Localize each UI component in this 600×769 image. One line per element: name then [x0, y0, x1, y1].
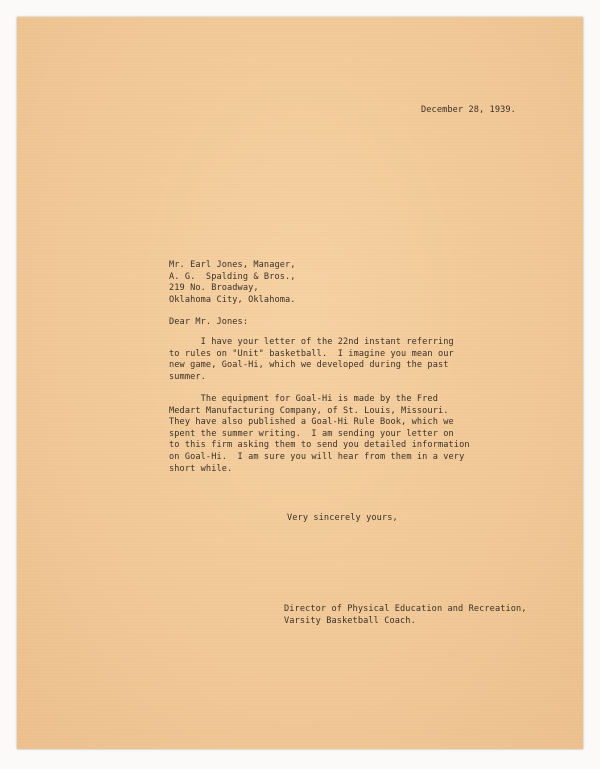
signature-line: Varsity Basketball Coach.: [284, 615, 416, 626]
recipient-address-block: [169, 260, 296, 306]
paragraph-line: The equipment for Goal-Hi is made by the Fred: [169, 394, 438, 404]
paragraph-line: to rules on "Unit" basketball. I imagine you mean our: [169, 348, 454, 359]
paragraph-line: Medart Manufacturing Company, of St. Louis, Missouri.: [169, 405, 449, 416]
address-line: Mr. Earl Jones, Manager,: [169, 260, 296, 270]
paragraph-line: to this firm asking them to send you detailed information: [169, 440, 470, 451]
signature-title-block: [284, 604, 527, 627]
letter-date: December 28, 1939.: [421, 105, 516, 115]
paragraph-line: short while.: [169, 463, 233, 474]
address-line: Oklahoma City, Oklahoma.: [169, 294, 296, 305]
body-paragraph-1: [169, 337, 454, 383]
letter-page: [17, 17, 583, 749]
signature-line: Director of Physical Education and Recreation,: [284, 604, 527, 614]
paragraph-line: spent the summer writing. I am sending your letter on: [169, 428, 454, 439]
body-paragraph-2: [169, 394, 470, 475]
paragraph-line: I have your letter of the 22nd instant referring: [169, 337, 454, 347]
address-line: 219 No. Broadway,: [169, 283, 259, 294]
paragraph-line: They have also published a Goal-Hi Rule Book, which we: [169, 417, 454, 428]
paragraph-line: new game, Goal-Hi, which we developed during the past: [169, 360, 449, 371]
complimentary-closing: Very sincerely yours,: [287, 513, 398, 523]
paragraph-line: summer.: [169, 371, 206, 382]
paragraph-line: on Goal-Hi. I am sure you will hear from them in a very: [169, 451, 465, 462]
salutation: Dear Mr. Jones:: [169, 317, 249, 327]
address-line: A. G. Spalding & Bros.,: [169, 271, 296, 282]
